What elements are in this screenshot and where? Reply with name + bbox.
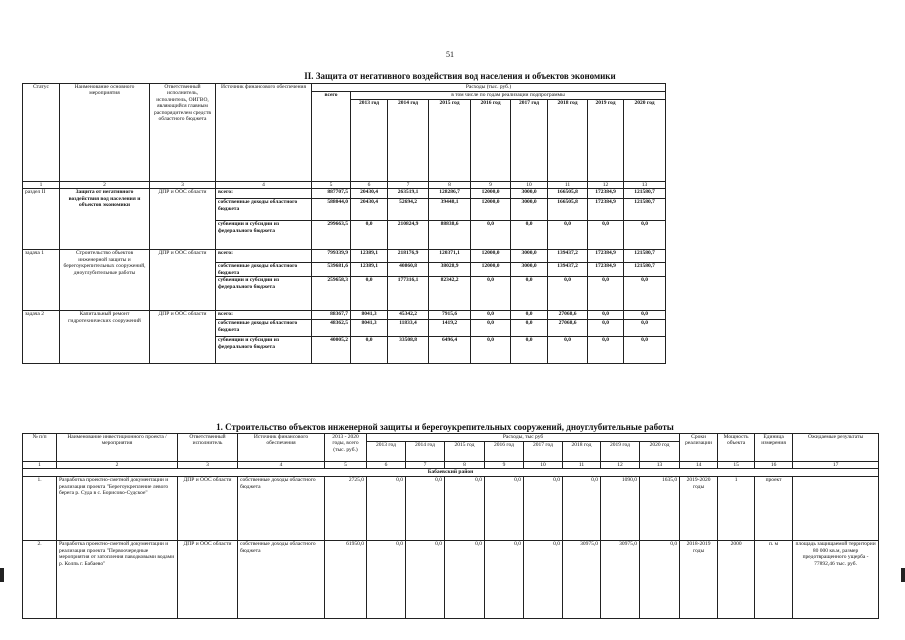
value-cell: 12389,1: [351, 250, 388, 263]
row-status: раздел II: [23, 189, 60, 250]
table-row: [23, 541, 879, 619]
value-cell: 0,0: [524, 541, 563, 619]
investment-projects-table: [22, 433, 879, 619]
column-number: 1: [23, 182, 60, 189]
value-cell: 0,0: [588, 277, 624, 311]
value-cell: 0,0: [471, 221, 511, 250]
row-project-name: Разработка проектно-сметной документации и реализация проекта "Первоочередные мероприятия от затопления паводковыми водами р. Колпь г. Бабаево": [57, 541, 178, 619]
header-capacity: Мощность объекта: [718, 434, 755, 462]
row-total: 2725,0: [325, 477, 367, 541]
finance-row: [23, 311, 666, 320]
district-name: Бабаевский район: [23, 469, 879, 477]
value-cell: 27068,6: [548, 320, 588, 337]
value-cell: 0,0: [406, 541, 445, 619]
header-year: 2018 год: [548, 100, 588, 182]
row-project-name: Разработка проектно-сметной документации и реализация проекта "Берегоукрепление левого берега р. Суда в с. Борисово-Судское": [57, 477, 178, 541]
column-number: 10: [524, 462, 563, 469]
row-source: субвенции и субсидии из федерального бюджета: [216, 337, 312, 364]
row-event-name: Защита от негативного воздействия вод населения и объектов экономики: [60, 189, 150, 250]
header-by-year: в том числе по годам реализации подпрограммы: [351, 92, 666, 100]
row-status: задача 2: [23, 311, 60, 364]
value-cell: 0,0: [445, 477, 485, 541]
value-cell: 539681,6: [312, 263, 351, 277]
subprogram-finance-table: [22, 83, 666, 364]
finance-row: [23, 250, 666, 263]
row-unit: п. м: [755, 541, 793, 619]
column-number: 4: [216, 182, 312, 189]
header-project-name: Наименование инвестиционного проекта / мероприятия: [57, 434, 178, 462]
value-cell: 0,0: [588, 221, 624, 250]
value-cell: 121580,7: [624, 250, 666, 263]
value-cell: 0,0: [624, 337, 666, 364]
value-cell: 0,0: [367, 541, 406, 619]
header-year: 2014 год: [406, 442, 445, 462]
column-number: 11: [563, 462, 601, 469]
value-cell: 172384,9: [588, 250, 624, 263]
row-num: 1.: [23, 477, 57, 541]
value-cell: 38028,9: [429, 263, 471, 277]
value-cell: 210824,9: [388, 221, 429, 250]
value-cell: 3000,0: [511, 189, 548, 199]
value-cell: 121580,7: [624, 263, 666, 277]
value-cell: 120371,1: [429, 250, 471, 263]
value-cell: 30975,0: [563, 541, 601, 619]
column-number: 8: [445, 462, 485, 469]
header-year: 2016 год: [485, 442, 524, 462]
value-cell: 172384,9: [588, 263, 624, 277]
row-total: 61950,0: [325, 541, 367, 619]
value-cell: 0,0: [485, 477, 524, 541]
header-period: Сроки реализации: [680, 434, 718, 462]
value-cell: 82342,2: [429, 277, 471, 311]
value-cell: 3000,0: [511, 263, 548, 277]
column-number: 5: [312, 182, 351, 189]
header-year: 2017 год: [511, 100, 548, 182]
value-cell: 0,0: [406, 477, 445, 541]
row-source: собственные доходы областного бюджета: [216, 263, 312, 277]
column-number: 13: [624, 182, 666, 189]
value-cell: 0,0: [471, 320, 511, 337]
value-cell: 0,0: [511, 311, 548, 320]
district-row: [23, 469, 879, 477]
value-cell: 11833,4: [388, 320, 429, 337]
value-cell: 139437,2: [548, 250, 588, 263]
column-number: 16: [755, 462, 793, 469]
column-number: 3: [178, 462, 238, 469]
value-cell: 39448,1: [429, 199, 471, 221]
header-executor: Ответственный исполнитель, исполнитель, ОИГВО, являющийся главным распорядителем средств областного бюджета: [150, 84, 216, 182]
column-number: 9: [485, 462, 524, 469]
row-capacity: 1: [718, 477, 755, 541]
column-number: 4: [238, 462, 325, 469]
header-year: 2018 год: [563, 442, 601, 462]
row-executor: ДПР и ООС области: [178, 541, 238, 619]
value-cell: 0,0: [548, 277, 588, 311]
header-year: 2014 год: [388, 100, 429, 182]
value-cell: 0,0: [588, 337, 624, 364]
row-source: всего:: [216, 189, 312, 199]
header-year: 2015 год: [445, 442, 485, 462]
value-cell: 0,0: [624, 320, 666, 337]
value-cell: 0,0: [588, 311, 624, 320]
value-cell: 0,0: [471, 337, 511, 364]
column-number: 3: [150, 182, 216, 189]
value-cell: 3000,0: [511, 250, 548, 263]
value-cell: 8041,3: [351, 320, 388, 337]
value-cell: 172384,9: [588, 199, 624, 221]
column-number: 7: [406, 462, 445, 469]
column-number: 15: [718, 462, 755, 469]
column-number: 17: [793, 462, 879, 469]
row-source: субвенции и субсидии из федерального бюджета: [216, 221, 312, 250]
row-results: [793, 477, 879, 541]
value-cell: 0,0: [548, 221, 588, 250]
header-year: 2020 год: [640, 442, 680, 462]
column-number: 9: [471, 182, 511, 189]
value-cell: 172384,9: [588, 189, 624, 199]
value-cell: 0,0: [624, 221, 666, 250]
value-cell: 0,0: [548, 337, 588, 364]
row-source: собственные доходы областного бюджета: [238, 541, 325, 619]
header-year: 2019 год: [601, 442, 640, 462]
header-total: всего: [312, 92, 351, 182]
header-year: 2013 год: [351, 100, 388, 182]
row-status: задача 1: [23, 250, 60, 311]
header-num: № п/п: [23, 434, 57, 462]
section-1-title: 1. Строительство объектов инженерной защиты и берегоукрепительных сооружений, дноуглубительные работы: [216, 422, 674, 432]
row-source: субвенции и субсидии из федерального бюджета: [216, 277, 312, 311]
header-status: Статус: [23, 84, 60, 182]
value-cell: 799339,9: [312, 250, 351, 263]
value-cell: 3000,0: [511, 199, 548, 221]
value-cell: 0,0: [588, 320, 624, 337]
value-cell: 263519,1: [388, 189, 429, 199]
value-cell: 0,0: [351, 221, 388, 250]
header-results: Ожидаемые результаты: [793, 434, 879, 462]
column-number: 12: [601, 462, 640, 469]
value-cell: 48362,5: [312, 320, 351, 337]
column-number: 6: [367, 462, 406, 469]
column-number: 13: [640, 462, 680, 469]
row-event-name: Капитальный ремонт гидротехнических сооружений: [60, 311, 150, 364]
finance-row: [23, 189, 666, 199]
header-unit: Единица измерения: [755, 434, 793, 462]
header-year: 2017 год: [524, 442, 563, 462]
value-cell: 88838,6: [429, 221, 471, 250]
value-cell: 0,0: [624, 311, 666, 320]
header-source: Источник финансового обеспечения: [216, 84, 312, 182]
column-number: 8: [429, 182, 471, 189]
value-cell: 0,0: [511, 320, 548, 337]
value-cell: 121580,7: [624, 199, 666, 221]
value-cell: 121580,7: [624, 189, 666, 199]
value-cell: 0,0: [563, 477, 601, 541]
column-number-row: [23, 462, 879, 469]
value-cell: 0,0: [367, 477, 406, 541]
column-number: 10: [511, 182, 548, 189]
column-number: 2: [60, 182, 150, 189]
row-period: 2018-2019 годы: [680, 541, 718, 619]
value-cell: 259658,3: [312, 277, 351, 311]
value-cell: 27068,6: [548, 311, 588, 320]
column-number: 6: [351, 182, 388, 189]
value-cell: 20430,4: [351, 199, 388, 221]
column-number: 5: [325, 462, 367, 469]
row-capacity: 2000: [718, 541, 755, 619]
value-cell: 139437,2: [548, 263, 588, 277]
value-cell: 6496,4: [429, 337, 471, 364]
value-cell: 299663,5: [312, 221, 351, 250]
page-number: 51: [446, 50, 454, 59]
row-unit: проект: [755, 477, 793, 541]
row-source: всего:: [216, 311, 312, 320]
value-cell: 0,0: [511, 221, 548, 250]
column-number: 14: [680, 462, 718, 469]
column-number-row: [23, 182, 666, 189]
row-event-name: Строительство объектов инженерной защиты и берегоукрепительных сооружений, дноуглубительные работы: [60, 250, 150, 311]
row-executor: ДПР и ООС области: [150, 311, 216, 364]
value-cell: 0,0: [511, 337, 548, 364]
header-executor: Ответственный исполнитель: [178, 434, 238, 462]
scan-edge-mark: [901, 568, 905, 582]
column-number: 12: [588, 182, 624, 189]
value-cell: 8041,3: [351, 311, 388, 320]
header-event-name: Наименование основного мероприятия: [60, 84, 150, 182]
value-cell: 0,0: [351, 337, 388, 364]
value-cell: 52694,2: [388, 199, 429, 221]
row-period: 2019-2020 годы: [680, 477, 718, 541]
row-source: собственные доходы областного бюджета: [216, 199, 312, 221]
table-row: [23, 477, 879, 541]
row-num: 2.: [23, 541, 57, 619]
column-number: 2: [57, 462, 178, 469]
value-cell: 0,0: [485, 541, 524, 619]
value-cell: 887707,5: [312, 189, 351, 199]
value-cell: 177316,1: [388, 277, 429, 311]
value-cell: 12000,0: [471, 189, 511, 199]
value-cell: 40005,2: [312, 337, 351, 364]
value-cell: 0,0: [524, 477, 563, 541]
value-cell: 0,0: [624, 277, 666, 311]
value-cell: 0,0: [471, 311, 511, 320]
row-source: собственные доходы областного бюджета: [238, 477, 325, 541]
header-year: 2013 год: [367, 442, 406, 462]
value-cell: 20430,4: [351, 189, 388, 199]
header-expenses: Расходы, тыс руб: [367, 434, 680, 442]
value-cell: 45342,2: [388, 311, 429, 320]
value-cell: 1090,0: [601, 477, 640, 541]
value-cell: 0,0: [445, 541, 485, 619]
value-cell: 33508,8: [388, 337, 429, 364]
value-cell: 12000,0: [471, 250, 511, 263]
value-cell: 12389,1: [351, 263, 388, 277]
value-cell: 30975,0: [601, 541, 640, 619]
value-cell: 0,0: [640, 541, 680, 619]
column-number: 1: [23, 462, 57, 469]
header-source: Источник финансового обеспечения: [238, 434, 325, 462]
value-cell: 166505,8: [548, 199, 588, 221]
row-source: всего:: [216, 250, 312, 263]
value-cell: 0,0: [511, 277, 548, 311]
value-cell: 12000,0: [471, 199, 511, 221]
value-cell: 12000,0: [471, 263, 511, 277]
header-year: 2015 год: [429, 100, 471, 182]
value-cell: 1419,2: [429, 320, 471, 337]
row-executor: ДПР и ООС области: [150, 189, 216, 250]
value-cell: 588044,0: [312, 199, 351, 221]
value-cell: 218176,9: [388, 250, 429, 263]
header-year: 2019 год: [588, 100, 624, 182]
value-cell: 40860,8: [388, 263, 429, 277]
row-executor: ДПР и ООС области: [150, 250, 216, 311]
value-cell: 0,0: [351, 277, 388, 311]
value-cell: 0,0: [471, 277, 511, 311]
value-cell: 88367,7: [312, 311, 351, 320]
header-year: 2016 год: [471, 100, 511, 182]
value-cell: 1635,0: [640, 477, 680, 541]
scan-edge-mark: [0, 568, 4, 582]
row-executor: ДПР и ООС области: [178, 477, 238, 541]
value-cell: 166505,8: [548, 189, 588, 199]
header-year: 2020 год: [624, 100, 666, 182]
row-results: площадь защищаемой территории 80 000 кв.м, размер предотвращенного ущерба - 77892,46 тыс. руб.: [793, 541, 879, 619]
header-expenses: Расходы (тыс. руб.): [312, 84, 666, 92]
value-cell: 7915,6: [429, 311, 471, 320]
row-source: собственные доходы областного бюджета: [216, 320, 312, 337]
column-number: 11: [548, 182, 588, 189]
section-2-title: II. Защита от негативного воздействия вод населения и объектов экономики: [304, 71, 616, 81]
header-total: 2013 - 2020 годы, всего (тыс. руб.): [325, 434, 367, 462]
value-cell: 128286,7: [429, 189, 471, 199]
column-number: 7: [388, 182, 429, 189]
